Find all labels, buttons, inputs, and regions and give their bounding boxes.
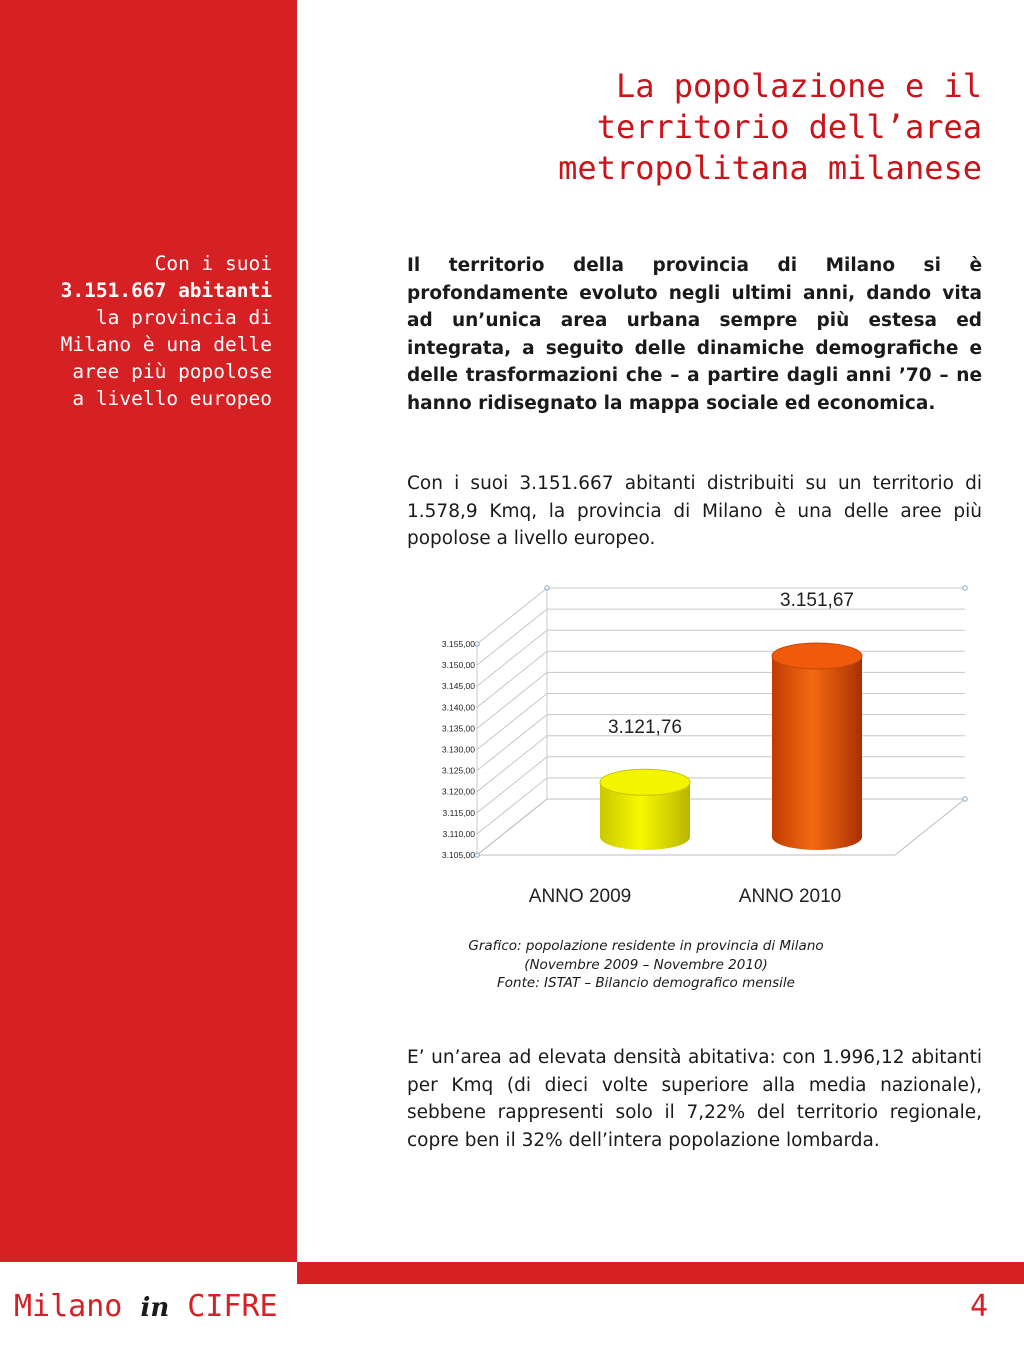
caption-source: Fonte: ISTAT – Bilancio demografico mensile — [497, 975, 795, 991]
y-tick-label: 3.110,00 — [442, 828, 475, 839]
caption-title: Grafico: popolazione residente in provincia di Milano — [468, 938, 824, 954]
bar-top — [600, 769, 690, 795]
density-paragraph: E’ un’area ad elevata densità abitativa: con 1.996,12 abitanti per Kmq (di dieci volte superiore alla media nazionale), sebbene rappresenti solo il 7,22% del territorio regionale, copre ben il 32% dell’intera popolazione lombarda. — [407, 1047, 982, 1151]
y-tick-label: 3.120,00 — [441, 786, 475, 797]
footer-bar — [297, 1262, 1024, 1284]
y-tick-label: 3.130,00 — [441, 744, 475, 755]
page-title — [422, 66, 982, 189]
gridline — [477, 778, 965, 834]
pull-quote-line: Milano è una delle — [60, 333, 272, 356]
y-tick-label: 3.105,00 — [441, 850, 475, 860]
sidebar — [0, 0, 297, 1262]
bar-value-label: 3.121,76 — [608, 717, 682, 738]
gridline — [477, 736, 965, 792]
pull-quote-line: la provincia di — [95, 306, 272, 329]
brand-word-milano: Milano — [14, 1289, 141, 1324]
gridline — [477, 757, 965, 813]
chart-corner-marker — [963, 797, 967, 801]
bar-top — [772, 643, 862, 669]
pull-quote-highlight: 3.151.667 abitanti — [60, 279, 272, 302]
pull-quote-line: a livello europeo — [72, 387, 272, 410]
chart-corner-marker — [963, 586, 967, 590]
y-tick-label: 3.135,00 — [441, 723, 475, 734]
gridline — [477, 651, 965, 707]
chart-floor — [477, 799, 965, 855]
title-line: metropolitana milanese — [558, 149, 982, 187]
bar-value-label: 3.151,67 — [780, 590, 854, 611]
y-tick-label: 3.125,00 — [441, 765, 475, 776]
page-number: 4 — [969, 1289, 988, 1324]
caption-period: (Novembre 2009 – Novembre 2010) — [524, 956, 768, 973]
gridline — [477, 694, 965, 750]
gridline — [477, 672, 965, 728]
gridline — [477, 588, 965, 644]
gridline — [477, 715, 965, 771]
intro-paragraph: Il territorio della provincia di Milano si è profondamente evoluto negli ultimi anni, dando vita ad un’unica area urbana sempre più estesa ed integrata, a seguito delle dinamiche demografiche e delle trasformazioni che – a partire dagli anni ’70 – ne hanno ridisegnato la mappa sociale ed economica. — [407, 255, 982, 414]
y-tick-label: 3.145,00 — [441, 681, 475, 692]
population-chart — [412, 580, 982, 910]
brand-logo — [14, 1289, 278, 1324]
title-line: territorio dell’area — [596, 108, 982, 146]
population-paragraph: Con i suoi 3.151.667 abitanti distribuiti su un territorio di 1.578,9 Kmq, la provincia di Milano è una delle aree più popolose a livello europeo. — [407, 473, 982, 549]
gridline — [477, 609, 965, 665]
y-tick-label: 3.140,00 — [441, 702, 475, 713]
pull-quote-line: aree più popolose — [72, 360, 272, 383]
x-category-label: ANNO 2009 — [528, 886, 632, 907]
chart-caption — [407, 937, 885, 993]
brand-word-in: in — [140, 1293, 170, 1323]
y-tick-label: 3.115,00 — [442, 807, 475, 818]
y-tick-label: 3.150,00 — [441, 660, 475, 671]
y-tick-label: 3.155,00 — [441, 639, 475, 649]
sidebar-pull-quote — [14, 250, 272, 412]
gridline — [477, 799, 965, 855]
brand-word-cifre: CIFRE — [169, 1289, 278, 1324]
title-line: La popolazione e il — [615, 67, 982, 105]
x-category-label: ANNO 2010 — [738, 886, 842, 907]
pull-quote-line: Con i suoi — [154, 252, 272, 275]
bar-body — [772, 656, 862, 850]
gridline — [477, 630, 965, 686]
